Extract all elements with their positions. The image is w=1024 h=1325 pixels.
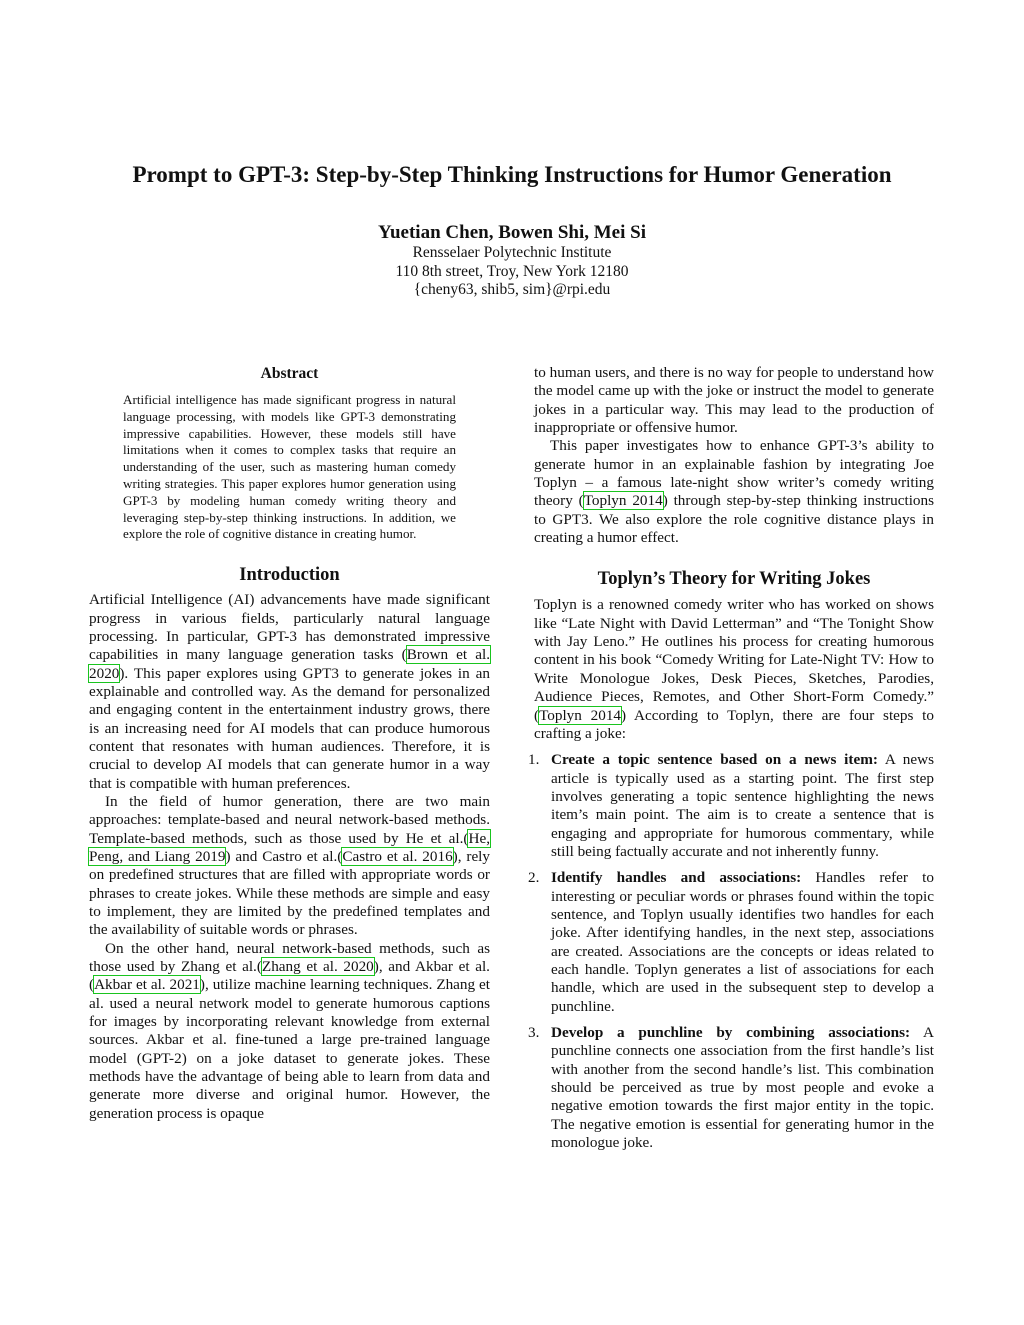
address: 110 8th street, Troy, New York 12180 (395, 262, 629, 280)
toplyn-paragraph-1 (534, 596, 934, 743)
introduction-heading: Introduction (239, 565, 340, 586)
text-span: Toplyn is a renowned comedy writer who has worked on shows like “Late Night with David Letterman” and “The Tonight Show with Jay Leno.” He outlines his process for creating humorous content in his book “Comedy Writing for Late-Night TV: How to Write Monologue Jokes, Desk Pieces, Sketches, Parodies, Audience Pieces, Remotes, and Other Short-Form Comedy.” ( (534, 596, 934, 724)
joke-steps-list (528, 751, 935, 1152)
paper-title: Prompt to GPT-3: Step-by-Step Thinking Instructions for Humor Generation (132, 162, 892, 187)
text-span: ), rely on predefined structures that are filled with appropriate words or phrases to create jokes. While these methods are simple and easy to implement, they are limited by the predefined templates and the availability of suitable words or phrases. (89, 847, 490, 939)
citation-link-toplyn-2014[interactable]: Toplyn 2014 (539, 706, 622, 724)
text-span: ). This paper explores using GPT3 to generate jokes in an explainable and controlled way. As the demand for personalized and engaging content in the entertainment industry grows, there is an increasing need for AI models that can produce humorous content that resonates with human audiences. Therefore, it is crucial to develop AI models that can generate humor in a way that is compatible with human preferences. (89, 664, 490, 792)
text-span: In the field of humor generation, there are two main approaches: template-based and neural network-based methods. Template-based methods, such as those used by He et al.( (89, 792, 490, 847)
list-item (528, 869, 934, 1016)
list-item (528, 751, 935, 861)
step-title: Create a topic sentence based on a news item: (551, 751, 878, 769)
intro-paragraph-2 (89, 793, 490, 940)
list-item (528, 1024, 934, 1152)
step-title: Identify handles and associations: (551, 869, 802, 887)
citation-link-akbar-2021[interactable]: Akbar et al. 2021 (94, 976, 200, 994)
citation-link-zhang-2020[interactable]: Zhang et al. 2020 (261, 958, 374, 976)
list-number: 3. (528, 1024, 540, 1041)
text-span: ) and Castro et al.( (225, 847, 343, 865)
intro-paragraph-3 (89, 940, 490, 1123)
text-span: ), and Akbar et al.( (89, 958, 490, 994)
text-span: Artificial Intelligence (AI) advancements have made significant progress in various fields, particularly natural language processing. In particular, GPT-3 has demonstrated impressive capabilities in many language generation tasks ( (89, 591, 490, 664)
intro-paragraph-4 (534, 437, 934, 547)
text-span: This paper investigates how to enhance GPT-3’s ability to generate humor in an explainable fashion by integrating Joe Toplyn – a famous late-night show writer’s comedy writing theory ( (534, 437, 934, 510)
toplyn-theory-heading: Toplyn’s Theory for Writing Jokes (597, 569, 871, 590)
list-number: 2. (528, 869, 540, 887)
step-title: Develop a punchline by combining associations: (551, 1024, 911, 1041)
citation-link-he-2019[interactable]: He, Peng, and Liang 2019 (89, 829, 490, 865)
email: {cheny63, shib5, sim}@rpi.edu (413, 281, 611, 298)
left-column (89, 364, 490, 1123)
text-span: ) through step-by-step thinking instructions to GPT3. We also explore the role cognitive distance plays in creating a humor effect. (534, 492, 935, 547)
author-affiliation-block (0, 244, 1024, 300)
step-text: A punchline connects one association from the first handle’s list with another from the second handle’s list. This combination should be perceived as true by most people and evoke a negative emotion towards the first major entity in the topic. The negative emotion is essential for generating humor in the monologue joke. (551, 1024, 934, 1152)
step-text: Handles refer to interesting or peculiar words or phrases found within the topic sentence, and Toplyn usually identifies two handles for each joke. After identifying handles, in the next step, associations are created. Associations are the concepts or ideas related to each handle. Toplyn generates a list of associations for each handle, which are used in the subsequent step to develop a punchline. (551, 869, 934, 1015)
abstract-heading: Abstract (260, 365, 319, 382)
citation-link-castro-2016[interactable]: Castro et al. 2016 (342, 847, 453, 865)
list-number: 1. (528, 751, 540, 769)
paper-authors: Yuetian Chen, Bowen Shi, Mei Si (378, 222, 646, 243)
right-column (528, 364, 935, 1160)
citation-link-brown-2020[interactable]: Brown et al. 2020 (89, 646, 490, 682)
abstract-text: Artificial intelligence has made significant progress in natural language processing, with models like GPT-3 demonstrating impressive capabilities. However, these models still have limitations when it comes to complex tasks that require an understanding of the user, such as mastering human comedy writing strategies. This paper explores humor generation using GPT-3 by modeling human comedy writing theory and leveraging step-by-step thinking instructions. In addition, we explore the role of cognitive distance in creating humor. (123, 392, 456, 542)
intro-paragraph-1 (89, 591, 490, 793)
text-span: On the other hand, neural network-based methods, such as those used by Zhang et al.( (89, 939, 490, 976)
text-span: ) According to Toplyn, there are four steps to crafting a joke: (534, 706, 934, 742)
intro-continuation: to human users, and there is no way for people to understand how the model came up with the joke or instruct the model to generate jokes in a particular way. This may lead to the production of inappropriate or offensive humor. (534, 364, 934, 437)
affiliation: Rensselaer Polytechnic Institute (412, 244, 612, 261)
step-text: A news article is typically used as a starting point. The first step involves generating a topic sentence highlighting the news item’s main point. The aim is to create a sentence that is engaging and appropriate for humorous commentary, while still being factually accurate and not inherently funny. (551, 751, 935, 860)
text-span: ), utilize machine learning techniques. Zhang et al. used a neural network model to generate humorous captions for images by incorporating relevant knowledge from external sources. Akbar et al. fine-tuned a large pre-trained language model (GPT-2) on a joke dataset to generate jokes. These methods have the advantage of being able to learn from data and generate more diverse and original humor. However, the generation process is opaque (89, 976, 491, 1122)
citation-link-toplyn-2014[interactable]: Toplyn 2014 (583, 492, 663, 510)
